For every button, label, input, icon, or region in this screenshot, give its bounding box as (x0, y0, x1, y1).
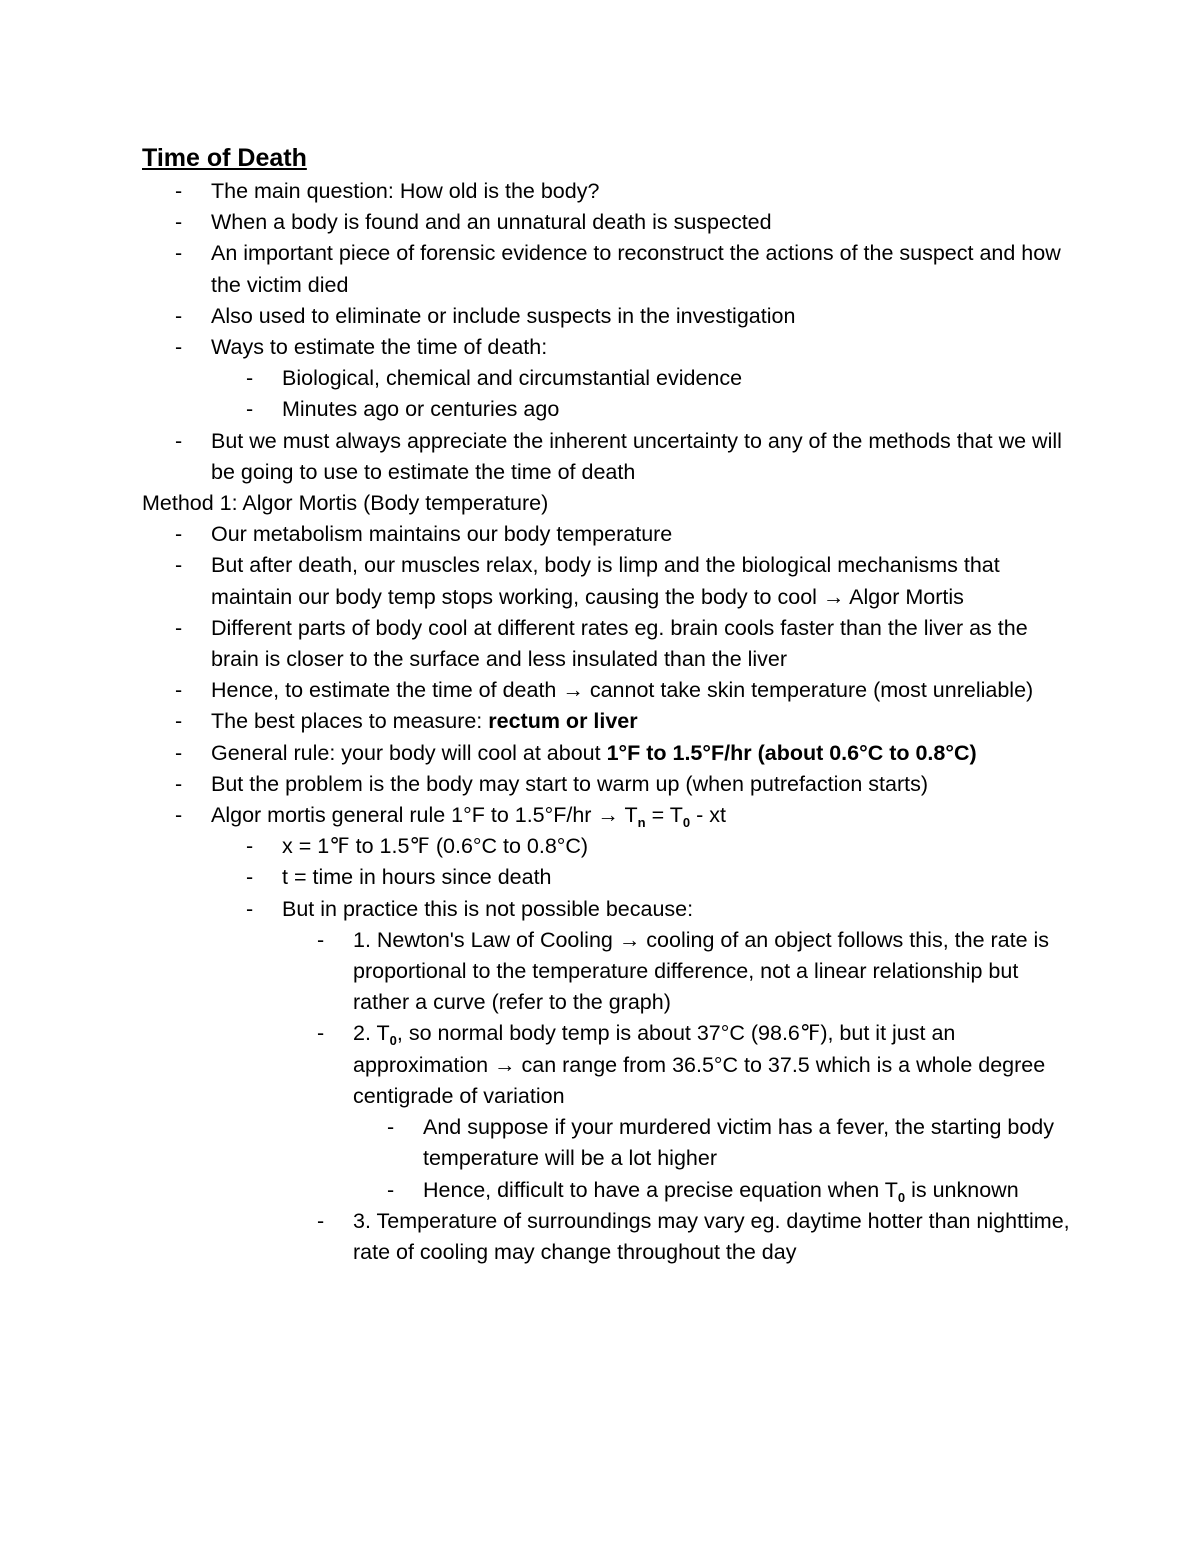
list-item-text (353, 1021, 1045, 1107)
text-run: And suppose if your murdered victim has a fever, the starting body temperature will be a lot higher (423, 1115, 1054, 1171)
notes-list (142, 176, 1072, 1268)
bullet-dash: - (317, 927, 325, 952)
list-item (142, 1175, 1072, 1206)
list-item-text (211, 522, 672, 546)
bullet-dash: - (175, 179, 183, 203)
bullet-dash: - (246, 865, 254, 890)
bullet-dash: - (246, 834, 254, 859)
list-item (142, 363, 1072, 394)
bullet-dash: - (387, 1177, 395, 1202)
list-item (142, 831, 1072, 862)
list-item-text (211, 304, 795, 328)
text-run: But we must always appreciate the inherent uncertainty to any of the methods that we will be going to use to estimate the time of death (211, 428, 1062, 484)
text-run: Minutes ago or centuries ago (282, 397, 560, 422)
bullet-dash: - (175, 210, 183, 235)
subscript: 0 (897, 1189, 906, 1205)
text-run: is unknown (905, 1177, 1019, 1202)
list-item (142, 925, 1072, 1019)
list-item-text (211, 241, 1061, 296)
list-item-text (211, 678, 1033, 702)
subscript: n (637, 815, 646, 831)
bullet-dash: - (175, 678, 183, 703)
bullet-dash: - (175, 428, 183, 453)
list-item (142, 800, 1072, 831)
text-run: But the problem is the body may start to warm up (when putrefaction starts) (211, 771, 928, 796)
text-run: Method 1: Algor Mortis (Body temperature) (142, 491, 549, 516)
bullet-dash: - (175, 803, 183, 828)
bullet-dash: - (175, 303, 183, 328)
bullet-dash: - (175, 771, 183, 796)
text-run: t = time in hours since death (282, 865, 552, 890)
bullet-dash: - (175, 709, 183, 734)
text-run: x = 1℉ to 1.5℉ (0.6°C to 0.8°C) (282, 834, 589, 859)
list-item-text (211, 709, 638, 733)
list-item (142, 238, 1072, 300)
text-run: Algor mortis general rule 1°F to 1.5°F/hr → T (211, 803, 638, 828)
text-run: But in practice this is not possible because: (282, 896, 694, 921)
bullet-dash: - (246, 896, 254, 921)
list-item-text (142, 491, 548, 515)
bullet-dash: - (317, 1021, 325, 1046)
list-item (142, 613, 1072, 675)
text-run: Biological, chemical and circumstantial evidence (282, 366, 743, 391)
text-run: Hence, difficult to have a precise equation when T (423, 1177, 898, 1202)
list-item-text (211, 772, 928, 796)
document-body (142, 141, 1072, 1268)
bullet-dash: - (175, 335, 183, 360)
list-item (142, 1206, 1072, 1268)
list-item (142, 1112, 1072, 1174)
subscript: 0 (682, 815, 691, 831)
list-item (142, 426, 1072, 488)
bullet-dash: - (175, 522, 183, 547)
text-run: When a body is found and an unnatural death is suspected (211, 210, 772, 235)
text-run: 3. Temperature of surroundings may vary eg. daytime hotter than nighttime, rate of cooling may change throughout the day (353, 1208, 1070, 1264)
list-item-text (211, 210, 772, 234)
list-item (142, 738, 1072, 769)
list-item (142, 176, 1072, 207)
text-run: = T (645, 803, 683, 828)
text-run: - xt (690, 803, 726, 828)
text-run: 2. T (353, 1021, 390, 1046)
text-run: General rule: your body will cool at about (211, 740, 607, 765)
text-run: The main question: How old is the body? (211, 179, 600, 203)
section-heading (142, 488, 1072, 519)
bullet-dash: - (175, 615, 183, 640)
list-item (142, 207, 1072, 238)
list-item (142, 894, 1072, 925)
list-item-text (282, 897, 693, 921)
list-item-text (211, 335, 547, 359)
bold-text: rectum or liver (488, 709, 638, 734)
text-run: , so normal body temp is about 37°C (98.6℉), but it just an approximation → can range from 36.5°C to 37.5 which is a whole degree centigrade of variation (353, 1021, 1046, 1108)
text-run: Our metabolism maintains our body temperature (211, 522, 673, 547)
list-item-text (423, 1115, 1054, 1170)
text-run: Also used to eliminate or include suspects in the investigation (211, 303, 796, 328)
page-title: Time of Death (142, 144, 307, 172)
text-run: Hence, to estimate the time of death → cannot take skin temperature (most unreliable) (211, 678, 1034, 703)
text-run: Ways to estimate the time of death: (211, 335, 548, 360)
list-item (142, 394, 1072, 425)
list-item (142, 675, 1072, 706)
text-run: An important piece of forensic evidence to reconstruct the actions of the suspect and how the victim died (211, 241, 1061, 297)
list-item-text (211, 429, 1062, 484)
list-item (142, 332, 1072, 363)
bullet-dash: - (246, 366, 254, 391)
bullet-dash: - (317, 1208, 325, 1233)
bullet-dash: - (175, 241, 183, 266)
bold-text: 1°F to 1.5°F/hr (about 0.6°C to 0.8°C) (606, 740, 977, 765)
list-item-text (211, 616, 1028, 671)
list-item (142, 1018, 1072, 1112)
list-item-text (282, 865, 552, 889)
list-item-text (353, 1209, 1070, 1264)
text-run: 1. Newton's Law of Cooling → cooling of an object follows this, the rate is proportional to the temperature difference, not a linear relationship but rather a curve (refer to the graph) (353, 927, 1050, 1015)
list-item (142, 706, 1072, 737)
list-item-text (282, 366, 742, 390)
subscript: 0 (389, 1033, 397, 1049)
list-item-text (282, 834, 588, 858)
list-item-text (211, 803, 726, 831)
list-item (142, 862, 1072, 893)
list-item-text (211, 179, 599, 203)
bullet-dash: - (246, 397, 254, 422)
list-item-text (211, 741, 977, 765)
text-run: The best places to measure: (211, 709, 489, 734)
list-item-text (423, 1177, 1019, 1205)
list-item-text (353, 928, 1049, 1014)
bullet-dash: - (175, 740, 183, 765)
list-item-text (211, 553, 1000, 608)
bullet-dash: - (175, 553, 183, 578)
list-item (142, 301, 1072, 332)
text-run: But after death, our muscles relax, body is limp and the biological mechanisms that maintain our body temp stops working, causing the body to cool → Algor Mortis (211, 553, 1000, 609)
list-item (142, 519, 1072, 550)
list-item (142, 769, 1072, 800)
list-item-text (282, 397, 559, 421)
bullet-dash: - (387, 1115, 395, 1140)
list-item (142, 550, 1072, 612)
text-run: Different parts of body cool at different rates eg. brain cools faster than the liver as the brain is closer to the surface and less insulated than the liver (211, 615, 1028, 672)
